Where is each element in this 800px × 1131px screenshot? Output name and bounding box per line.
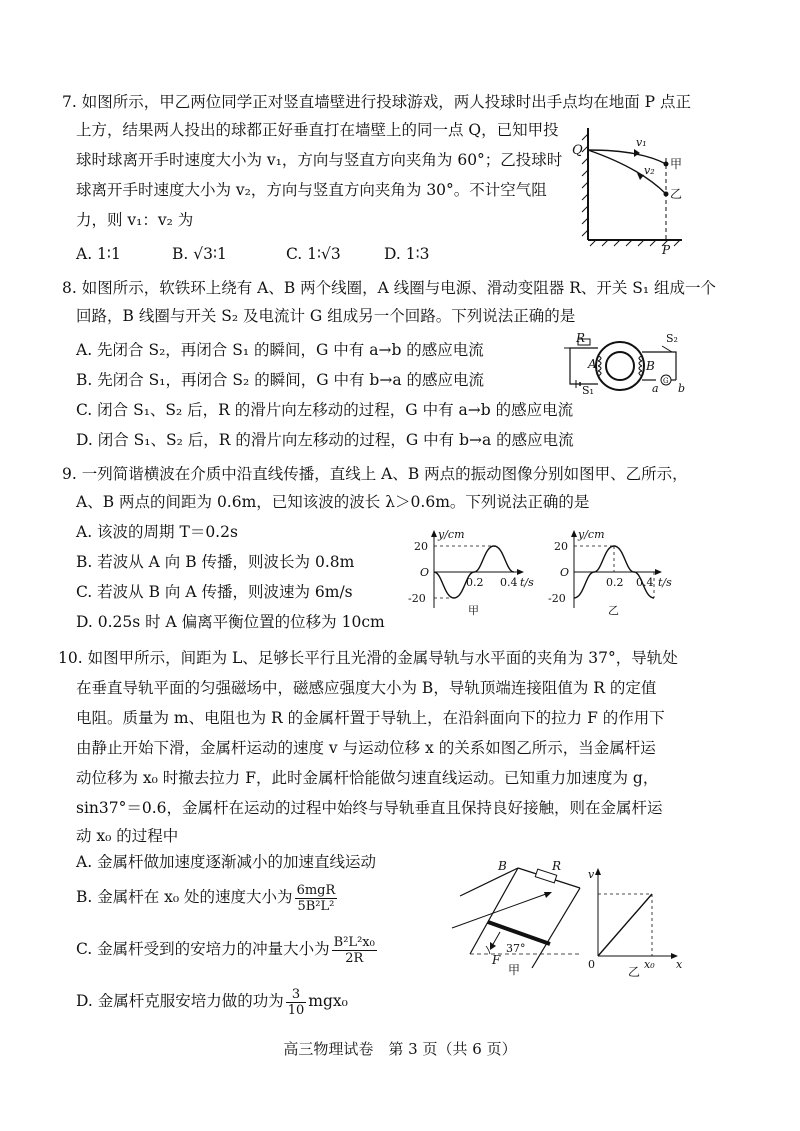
q10-option-d-den: 10 — [287, 1002, 305, 1018]
q8-option-b: B. 先闭合 S₁，再闭合 S₂ 的瞬间，G 中有 b→a 的感应电流 — [76, 371, 485, 389]
q10-stem-line-4: 由静止开始下滑，金属杆运动的速度 v 与运动位移 x 的关系如图乙所示，当金属杆运 — [76, 739, 656, 757]
q7-stem-line-3: 球时球离开手时速度大小为 v₁，方向与竖直方向夹角为 60°；乙投球时 — [76, 151, 563, 169]
q9-yi-ybottom: -20 — [548, 592, 566, 605]
q8-stem-line-1: 8. 如图所示，软铁环上绕有 A、B 两个线圈，A 线圈与电源、滑动变阻器 R、开关 S₁ 组成一个 — [62, 279, 717, 297]
q7-label-p: P — [662, 243, 671, 257]
q9-option-d: D. 0.25s 时 A 偏离平衡位置的位移为 10cm — [76, 613, 385, 631]
q10-jia-label-f: F — [492, 953, 501, 967]
q9-jia-ylabel: y/cm — [438, 528, 465, 541]
q7-stem-line-4: 球离开手时速度大小为 v₂，方向与竖直方向夹角为 30°。不计空气阻 — [76, 181, 547, 199]
q10-option-d-fraction — [286, 987, 307, 1018]
q8-label-s1: S₁ — [582, 384, 594, 397]
q7-label-jia: 甲 — [670, 157, 683, 171]
q10-stem-line-1: 10. 如图甲所示，间距为 L、足够长平行且光滑的金属导轨与水平面的夹角为 37°，导轨处 — [58, 649, 678, 667]
q10-stem-line-3: 电阻。质量为 m、电阻也为 R 的金属杆置于导轨上，在沿斜面向下的拉力 F 的作用下 — [76, 709, 665, 727]
q10-stem-line-5: 动位移为 x₀ 时撤去拉力 F，此时金属杆恰能做匀速直线运动。已知重力加速度为 g， — [76, 769, 659, 787]
q10-option-b-text: B. 金属杆在 x₀ 处的速度大小为 — [76, 888, 293, 906]
q10-option-c — [76, 932, 379, 966]
q10-stem-line-6: sin37°＝0.6，金属杆在运动的过程中始终与导轨垂直且保持良好接触，则在金属杆运 — [76, 799, 663, 817]
q8-option-c: C. 闭合 S₁、S₂ 后，R 的滑片向左移动的过程，G 中有 a→b 的感应电流 — [76, 401, 574, 419]
q8-option-a: A. 先闭合 S₂，再闭合 S₁ 的瞬间，G 中有 a→b 的感应电流 — [76, 341, 484, 359]
q10-yi-origin: 0 — [588, 958, 595, 971]
q8-label-g: G — [663, 377, 669, 385]
q7-figure — [570, 128, 690, 258]
q7-option-d: D. 1∶3 — [384, 245, 430, 263]
q7-option-c: C. 1∶√3 — [286, 245, 341, 263]
q9-yi-caption: 乙 — [608, 604, 619, 617]
q7-stem-line-2: 上方，结果两人投出的球都正好垂直打在墙壁上的同一点 Q，已知甲投 — [76, 121, 559, 139]
q9-graph-yi — [542, 528, 682, 616]
q10-jia-caption: 甲 — [508, 963, 521, 977]
q9-jia-tick-04: 0.4 — [500, 576, 518, 589]
q10-option-c-text: C. 金属杆受到的安培力的冲量大小为 — [76, 940, 330, 958]
q10-option-b-fraction — [295, 883, 338, 914]
q8-label-a: a — [652, 382, 659, 395]
q10-option-a: A. 金属杆做加速度逐渐减小的加速直线运动 — [76, 853, 377, 871]
q8-label-s2: S₂ — [666, 332, 678, 345]
q10-jia-label-r: R — [552, 859, 562, 873]
q8-label-a-coil: A — [588, 357, 597, 371]
q8-label-b-coil: B — [646, 359, 655, 373]
q10-option-d-num: 3 — [286, 987, 307, 1003]
q9-jia-xlabel: t/s — [520, 576, 534, 589]
q10-jia-label-b: B — [498, 859, 507, 873]
q9-stem-line-1: 9. 一列简谐横波在介质中沿直线传播，直线上 A、B 两点的振动图像分别如图甲、乙所示， — [62, 465, 688, 483]
q9-yi-tick-02: 0.2 — [606, 576, 624, 589]
q9-yi-origin: O — [560, 566, 570, 579]
q10-option-c-fraction — [332, 935, 377, 966]
q10-yi-label-v: v — [588, 868, 595, 881]
q8-figure — [558, 330, 690, 397]
q7-label-v2: v₂ — [644, 164, 655, 177]
ball-yi-point — [664, 192, 669, 197]
q10-option-d-suffix: mgx₀ — [308, 992, 348, 1010]
q10-option-b-den: 5B²L² — [297, 898, 335, 914]
q9-jia-tick-02: 0.2 — [466, 576, 484, 589]
q7-stem-line-1: 7. 如图所示，甲乙两位同学正对竖直墙壁进行投球游戏，两人投球时出手点均在地面 P 点正 — [62, 93, 692, 111]
q8-label-r: R — [576, 331, 586, 345]
q7-label-q: Q — [572, 143, 583, 158]
page-footer: 高三物理试卷 第 3 页（共 6 页） — [283, 1040, 517, 1058]
q9-jia-ybottom: -20 — [408, 592, 426, 605]
q9-jia-caption: 甲 — [468, 604, 479, 617]
q9-yi-ylabel: y/cm — [578, 528, 605, 541]
q9-yi-ytop: 20 — [554, 540, 568, 553]
q9-stem-line-2: A、B 两点的间距为 0.6m，已知该波的波长 λ＞0.6m。下列说法正确的是 — [76, 493, 590, 511]
q9-jia-ytop: 20 — [414, 540, 428, 553]
q8-option-d: D. 闭合 S₁、S₂ 后，R 的滑片向左移动的过程，G 中有 b→a 的感应电流 — [76, 431, 574, 449]
q9-yi-xlabel: t/s — [658, 576, 672, 589]
q10-option-d — [76, 984, 348, 1018]
q9-option-a: A. 该波的周期 T＝0.2s — [76, 523, 238, 541]
q10-option-c-num: B²L²x₀ — [333, 934, 375, 950]
q9-option-c: C. 若波从 B 向 A 传播，则波速为 6m/s — [76, 583, 353, 601]
q10-option-c-den: 2R — [345, 950, 364, 966]
q10-figure-jia — [430, 856, 590, 978]
q9-jia-origin: O — [420, 566, 430, 579]
q10-stem-line-2: 在垂直导轨平面的匀强磁场中，磁感应强度大小为 B，导轨顶端连接阻值为 R 的定值 — [76, 679, 657, 697]
q10-figure-yi — [586, 866, 686, 978]
q10-yi-label-x0: x₀ — [644, 958, 655, 971]
q10-option-b-num: 6mgR — [296, 882, 336, 898]
q10-yi-label-x: x — [676, 958, 683, 971]
q7-option-b: B. √3∶1 — [172, 245, 227, 263]
q7-stem-line-5: 力，则 v₁：v₂ 为 — [76, 211, 194, 229]
q10-jia-label-angle: 37° — [506, 942, 526, 955]
q8-stem-line-2: 回路，B 线圈与开关 S₂ 及电流计 G 组成另一个回路。下列说法正确的是 — [76, 307, 576, 325]
q9-option-b: B. 若波从 A 向 B 传播，则波长为 0.8m — [76, 553, 355, 571]
q10-stem-line-7: 动 x₀ 的过程中 — [76, 827, 179, 845]
q9-yi-tick-04: 0.4 — [636, 576, 654, 589]
q7-option-a: A. 1∶1 — [76, 245, 121, 263]
q10-option-d-text: D. 金属杆克服安培力做的功为 — [76, 992, 284, 1010]
q10-option-b — [76, 880, 339, 914]
q10-yi-caption: 乙 — [628, 965, 641, 979]
q9-graph-jia — [402, 528, 532, 616]
q7-label-yi: 乙 — [670, 187, 683, 201]
ball-jia-point — [664, 162, 669, 167]
q8-label-b: b — [678, 382, 686, 395]
q7-label-v1: v₁ — [636, 136, 647, 149]
